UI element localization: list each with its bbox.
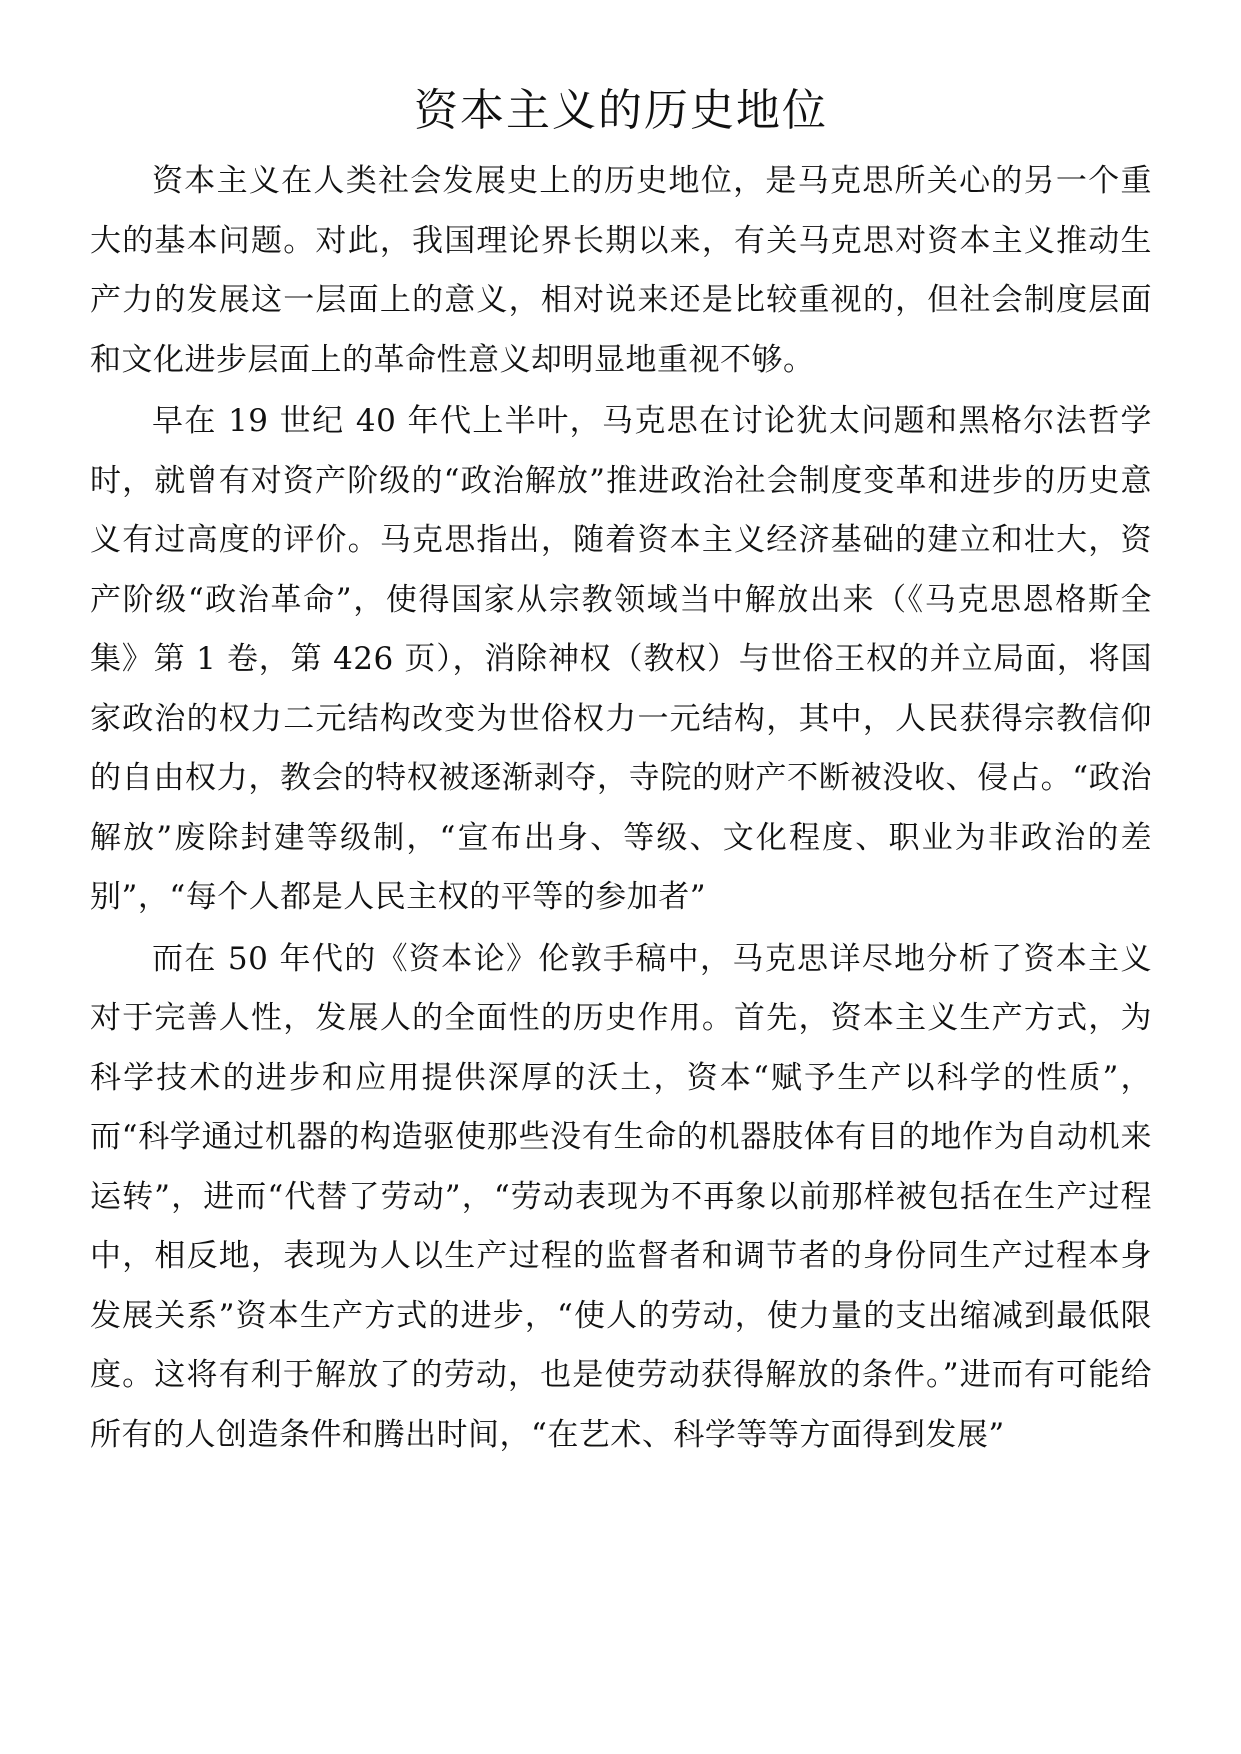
document-page [90, 78, 1152, 1467]
paragraph-3: 而在 50 年代的《资本论》伦敦手稿中，马克思详尽地分析了资本主义对于完善人性，发展人的全面性的历史作用。首先，资本主义生产方式，为科学技术的进步和应用提供深厚的沃土，资本“赋予生产以科学的性质”，而“科学通过机器的构造驱使那些没有生命的机器肢体有目的地作为自动机来运转”，进而“代替了劳动”，“劳动表现为不再象以前那样被包括在生产过程中，相反地，表现为人以生产过程的监督者和调节者的身份同生产过程本身发展关系”资本生产方式的进步，“使人的劳动，使力量的支出缩减到最低限度。这将有利于解放了的劳动，也是使劳动获得解放的条件。”进而有可能给所有的人创造条件和腾出时间，“在艺术、科学等等方面得到发展” [90, 940, 1152, 1453]
document-title: 资本主义的历史地位 [414, 85, 828, 136]
paragraph-1: 资本主义在人类社会发展史上的历史地位，是马克思所关心的另一个重大的基本问题。对此，我国理论界长期以来，有关马克思对资本主义推动生产力的发展这一层面上的意义，相对说来还是比较重视的，但社会制度层面和文化进步层面上的革命性意义却明显地重视不够。 [90, 163, 1152, 378]
paragraph-2: 早在 19 世纪 40 年代上半叶，马克思在讨论犹太问题和黑格尔法哲学时，就曾有对资产阶级的“政治解放”推进政治社会制度变革和进步的历史意义有过高度的评价。马克思指出，随着资本主义经济基础的建立和壮大，资产阶级“政治革命”，使得国家从宗教领域当中解放出来（《马克思恩格斯全集》第 1 卷，第 426 页），消除神权（教权）与世俗王权的并立局面，将国家政治的权力二元结构改变为世俗权力一元结构，其中，人民获得宗教信仰的自由权力，教会的特权被逐渐剥夺，寺院的财产不断被没收、侵占。“政治解放”废除封建等级制，“宣布出身、等级、文化程度、职业为非政治的差别”，“每个人都是人民主权的平等的参加者” [90, 403, 1152, 915]
